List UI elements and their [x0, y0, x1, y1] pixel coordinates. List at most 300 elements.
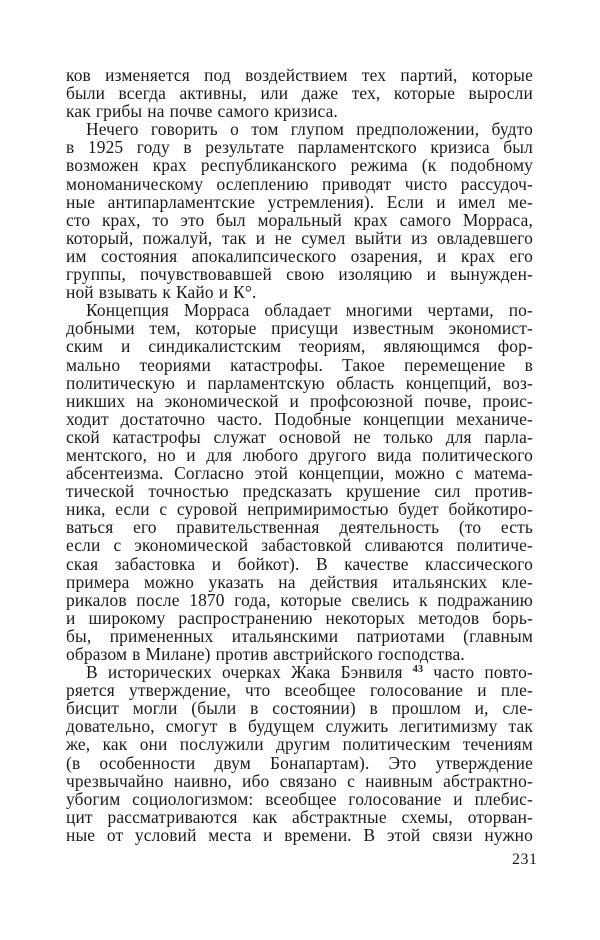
- word: ков: [66, 65, 91, 85]
- word: парла-: [484, 426, 533, 447]
- text-line: [66, 410, 533, 428]
- word: ской: [66, 426, 100, 447]
- word: довательно,: [66, 716, 155, 737]
- word: всеобщее: [265, 788, 337, 809]
- word: по-: [508, 300, 533, 321]
- text-line: [66, 735, 533, 753]
- word: и: [263, 824, 273, 845]
- text-line: [66, 356, 533, 374]
- word: самого: [217, 101, 270, 122]
- word: времени.: [284, 824, 352, 845]
- word: оторван-: [467, 806, 533, 827]
- word: будет: [398, 499, 439, 520]
- word: ским: [66, 336, 104, 357]
- word: политического: [422, 444, 533, 465]
- word: подобному: [450, 155, 533, 176]
- word: рикалов: [66, 589, 127, 610]
- word: экономист-: [448, 318, 533, 339]
- word: всеобщее: [284, 680, 356, 701]
- word: (главным: [463, 625, 533, 646]
- word: почве,: [424, 390, 472, 411]
- word: в: [66, 137, 75, 158]
- word: ваться: [66, 517, 114, 538]
- text-line: [66, 374, 533, 392]
- word: они: [139, 734, 168, 755]
- word: пле-: [500, 680, 533, 701]
- word: Подобные: [274, 408, 352, 429]
- word: которые: [280, 589, 342, 610]
- word: и: [289, 390, 299, 411]
- word: наивно,: [173, 770, 232, 791]
- word: тех,: [351, 83, 381, 104]
- word: область: [336, 372, 395, 393]
- word: легитимизму: [399, 716, 498, 737]
- word: обладает: [264, 300, 331, 321]
- word: и: [255, 227, 266, 248]
- word: исторических: [107, 662, 212, 683]
- word: взывать: [98, 282, 158, 303]
- word: правительственная: [176, 517, 320, 538]
- text-line: [66, 790, 533, 808]
- word: ные: [66, 824, 96, 845]
- word: абстрактно-: [443, 770, 533, 791]
- word: ряется: [66, 680, 115, 701]
- word: если: [115, 499, 150, 520]
- word: пожалуй,: [142, 227, 213, 248]
- word: чисто: [404, 173, 448, 194]
- text-line: [66, 247, 533, 265]
- word: катастрофы.: [230, 354, 323, 375]
- word: часто.: [216, 408, 263, 429]
- word: добными: [66, 318, 135, 339]
- word: (то: [458, 517, 482, 538]
- word: присущи: [271, 318, 339, 339]
- word: есть: [500, 517, 533, 538]
- text-line: [66, 156, 533, 174]
- text-line: [66, 84, 533, 102]
- word: и,: [474, 698, 489, 719]
- word: предположении,: [356, 119, 480, 140]
- word: концепций,: [405, 372, 492, 393]
- word: можно: [143, 571, 195, 592]
- text-line: [66, 536, 533, 554]
- word: методов: [418, 607, 480, 628]
- text-line: [66, 627, 533, 645]
- word: забастовкой: [261, 535, 352, 556]
- word: В: [86, 662, 98, 683]
- word: почве: [169, 101, 213, 122]
- word: итальянских: [392, 571, 488, 592]
- word: которые: [195, 318, 257, 339]
- word: этой: [254, 463, 289, 484]
- footnote-marker: 43: [412, 664, 424, 676]
- word: Если: [386, 191, 424, 212]
- word: синдикалистским: [148, 336, 282, 357]
- word: связи: [432, 824, 473, 845]
- word: очерках: [221, 662, 282, 683]
- word: непримиримостью: [247, 499, 389, 520]
- text-line: [66, 337, 533, 355]
- word: Жака: [291, 662, 331, 683]
- word: и: [186, 444, 196, 465]
- word: служат: [213, 426, 267, 447]
- word: распространению: [178, 607, 313, 628]
- word: бисцит: [66, 698, 119, 719]
- word: о: [230, 119, 239, 140]
- word: двум: [214, 752, 251, 773]
- word: изменяется: [105, 65, 190, 85]
- word: против: [215, 644, 269, 664]
- page-number: 231: [512, 851, 538, 868]
- word: деятельность: [339, 517, 440, 538]
- word: утверждение,: [129, 680, 231, 701]
- text-line: [66, 699, 533, 717]
- word: году: [136, 137, 170, 158]
- word: крах: [353, 209, 388, 230]
- word: указать: [208, 571, 264, 592]
- word: примера: [66, 571, 130, 592]
- word: ослеплению: [216, 173, 309, 194]
- word: как: [66, 101, 91, 122]
- word: В: [363, 824, 376, 845]
- word: вида: [376, 444, 412, 465]
- word: для: [206, 444, 233, 465]
- text-line: [66, 645, 533, 663]
- text-line: [66, 717, 533, 735]
- word: убогим: [66, 788, 121, 809]
- word: часто: [433, 662, 475, 683]
- word: партий,: [400, 65, 458, 85]
- text-line: [66, 283, 533, 301]
- word: республиканского: [200, 155, 337, 176]
- word: кризиса.: [274, 101, 338, 122]
- text-line: [66, 591, 533, 609]
- word: бы,: [66, 625, 92, 646]
- word: на: [147, 101, 165, 122]
- word: приводят: [322, 173, 392, 194]
- word: забастовка: [114, 553, 196, 574]
- word: течениям: [462, 734, 533, 755]
- word: Милане): [145, 644, 211, 664]
- word: озарения,: [350, 245, 423, 266]
- word: вынужден-: [450, 264, 533, 285]
- word: самого: [399, 209, 452, 230]
- body-text: [66, 66, 533, 844]
- word: имел: [458, 191, 496, 212]
- text-line: [66, 428, 533, 446]
- word: любого: [242, 444, 299, 465]
- word: парламентского: [297, 137, 417, 158]
- word: состояния: [100, 245, 178, 266]
- word: его: [133, 517, 157, 538]
- word: группы,: [66, 264, 126, 285]
- word: том: [251, 119, 279, 140]
- word: Согласно: [174, 463, 244, 484]
- word: и: [120, 336, 131, 357]
- word: овладевшего: [436, 227, 533, 248]
- text-line: [66, 826, 533, 844]
- word: послужили: [179, 734, 264, 755]
- word: этой: [386, 824, 421, 845]
- word: и: [218, 282, 229, 303]
- word: был: [216, 209, 246, 230]
- word: места: [208, 824, 252, 845]
- word: сле-: [502, 698, 533, 719]
- word: катастрофы: [112, 426, 201, 447]
- word: с: [159, 499, 168, 520]
- word: и: [186, 372, 196, 393]
- word: господства.: [377, 644, 465, 664]
- word: в: [228, 716, 237, 737]
- word: в: [369, 698, 378, 719]
- word: для: [445, 426, 472, 447]
- word: можно: [394, 463, 445, 484]
- word: чрезвычайно: [66, 770, 164, 791]
- word: другим: [275, 734, 331, 755]
- word: из: [411, 227, 428, 248]
- word: в: [132, 644, 141, 664]
- word: и: [211, 553, 222, 574]
- word: (в: [66, 752, 81, 773]
- word: ные: [66, 191, 96, 212]
- text-line: [66, 66, 533, 84]
- text-line: [66, 754, 533, 772]
- word: абсентеизма.: [66, 463, 164, 484]
- word: повто-: [484, 662, 533, 683]
- word: Нечего: [86, 119, 139, 140]
- word: тех: [361, 65, 387, 85]
- word: крах: [460, 245, 496, 266]
- word: Морраса: [183, 300, 250, 321]
- word: многими: [345, 300, 413, 321]
- word: являющимся: [383, 336, 481, 357]
- word: абстрактные: [292, 806, 387, 827]
- word: результате: [205, 137, 285, 158]
- word: точностью: [148, 481, 229, 502]
- word: теориям,: [298, 336, 366, 357]
- word: политическую: [66, 372, 175, 393]
- word: крах: [152, 155, 187, 176]
- word: рассудоч-: [460, 173, 533, 194]
- word: теориями: [139, 354, 211, 375]
- word: кле-: [501, 571, 533, 592]
- word: его: [509, 245, 533, 266]
- word: подражанию: [437, 589, 533, 610]
- word: наивным: [365, 770, 433, 791]
- word: которые: [471, 65, 533, 85]
- word: Морраса,: [462, 209, 533, 230]
- word: экономической: [164, 390, 279, 411]
- word: после: [136, 589, 180, 610]
- text-line: [66, 392, 533, 410]
- word: будто: [491, 119, 533, 140]
- text-line: [66, 193, 533, 211]
- word: и: [436, 191, 446, 212]
- word: грибы: [95, 101, 143, 122]
- word: моральный: [257, 209, 342, 230]
- word: парламентскую: [207, 372, 325, 393]
- word: ибо: [242, 770, 270, 791]
- word: условий: [134, 824, 197, 845]
- word: классического: [425, 553, 533, 574]
- word: (были: [191, 698, 237, 719]
- word: которые: [393, 83, 456, 104]
- word: перемещение: [404, 354, 506, 375]
- word: схемы,: [401, 806, 453, 827]
- word: могли: [132, 698, 178, 719]
- word: тем,: [149, 318, 181, 339]
- word: но: [157, 444, 176, 465]
- word: активны,: [179, 83, 248, 104]
- word: профсоюзной: [310, 390, 414, 411]
- word: борь-: [492, 607, 533, 628]
- word: как: [102, 734, 128, 755]
- word: некоторых: [325, 607, 406, 628]
- word: экономической: [134, 535, 249, 556]
- word: на: [136, 390, 154, 411]
- word: на: [278, 571, 296, 592]
- word: (к: [421, 155, 437, 176]
- word: Кайо: [175, 282, 214, 303]
- word: цит: [66, 806, 93, 827]
- word: так: [221, 227, 247, 248]
- word: мономаническому: [66, 173, 204, 194]
- word: Концепция: [86, 300, 170, 321]
- text-line: [66, 555, 533, 573]
- word: возможен: [66, 155, 139, 176]
- text-line: [66, 211, 533, 229]
- word: механиче-: [456, 408, 533, 429]
- word: чертами,: [427, 300, 494, 321]
- word: воздействием: [245, 65, 348, 85]
- word: политиче-: [456, 535, 533, 556]
- word: в: [524, 354, 533, 375]
- word: от: [106, 824, 124, 845]
- word: Это: [388, 752, 417, 773]
- word: голосование: [369, 680, 464, 701]
- word: К°.: [233, 282, 257, 303]
- text-line: [66, 573, 533, 591]
- word: были: [66, 83, 106, 104]
- word: воз-: [502, 372, 533, 393]
- word: всегда: [118, 83, 167, 104]
- word: проис-: [482, 390, 533, 411]
- word: то: [152, 209, 169, 230]
- word: известным: [352, 318, 435, 339]
- word: ника,: [66, 499, 106, 520]
- word: или: [260, 83, 289, 104]
- word: и: [66, 607, 76, 628]
- word: политическим: [342, 734, 451, 755]
- word: действия: [310, 571, 378, 592]
- word: говорить: [150, 119, 218, 140]
- word: не: [274, 227, 292, 248]
- text-line: [66, 319, 533, 337]
- word: рассматриваются: [107, 806, 238, 827]
- word: широкому: [88, 607, 166, 628]
- word: Бэнвиля: [340, 662, 403, 683]
- word: особенности: [99, 752, 196, 773]
- word: матема-: [474, 463, 533, 484]
- text-line: [66, 808, 533, 826]
- text-line: [66, 102, 533, 120]
- word: к: [162, 282, 171, 303]
- word: никших: [66, 390, 126, 411]
- word: если: [66, 535, 101, 556]
- word: и: [453, 788, 463, 809]
- word: же,: [66, 734, 91, 755]
- word: так: [508, 716, 533, 737]
- text-line: [66, 175, 533, 193]
- text-line: [66, 265, 533, 283]
- word: утверждение: [435, 752, 533, 773]
- word: почувствовавшей: [140, 264, 272, 285]
- text-line: [66, 464, 533, 482]
- word: ская: [66, 553, 99, 574]
- word: ментского,: [66, 444, 148, 465]
- word: кризиса: [430, 137, 490, 158]
- word: выйти: [354, 227, 402, 248]
- text-line: [66, 772, 533, 790]
- word: тической: [66, 481, 135, 502]
- word: устремления).: [267, 191, 375, 212]
- word: мально: [66, 354, 121, 375]
- word: бойкот).: [237, 553, 300, 574]
- word: в: [183, 137, 192, 158]
- word: как: [252, 806, 278, 827]
- text-line: [66, 229, 533, 247]
- word: режима: [350, 155, 408, 176]
- word: который,: [66, 227, 134, 248]
- word: фор-: [497, 336, 533, 357]
- word: крушение: [346, 481, 421, 502]
- word: связано: [279, 770, 337, 791]
- word: им: [66, 245, 87, 266]
- word: года,: [234, 589, 271, 610]
- word: ме-: [507, 191, 533, 212]
- word: ходит: [66, 408, 109, 429]
- text-line: [66, 681, 533, 699]
- word: и: [477, 680, 487, 701]
- word: патриотами: [356, 625, 445, 646]
- word: прошлом: [391, 698, 461, 719]
- word: с: [455, 463, 464, 484]
- word: достаточно: [120, 408, 206, 429]
- word: социологизмом:: [132, 788, 254, 809]
- word: Такое: [342, 354, 385, 375]
- word: ной: [66, 282, 94, 303]
- word: 1870: [189, 589, 225, 610]
- word: не: [353, 426, 371, 447]
- word: нужно: [484, 824, 533, 845]
- word: служить: [325, 716, 389, 737]
- word: против-: [474, 481, 533, 502]
- word: антипарламентские: [107, 191, 256, 212]
- word: с: [347, 770, 356, 791]
- word: глупом: [290, 119, 344, 140]
- word: Бонапартам).: [270, 752, 370, 773]
- word: примененных: [109, 625, 214, 646]
- text-line: [66, 446, 533, 464]
- word: свою: [286, 264, 325, 285]
- word: 1925: [87, 137, 124, 158]
- text-line: [66, 120, 533, 138]
- word: концепции: [363, 408, 445, 429]
- word: качестве: [344, 553, 409, 574]
- word: с: [113, 535, 122, 556]
- text-line: [66, 500, 533, 518]
- text-line: [66, 482, 533, 500]
